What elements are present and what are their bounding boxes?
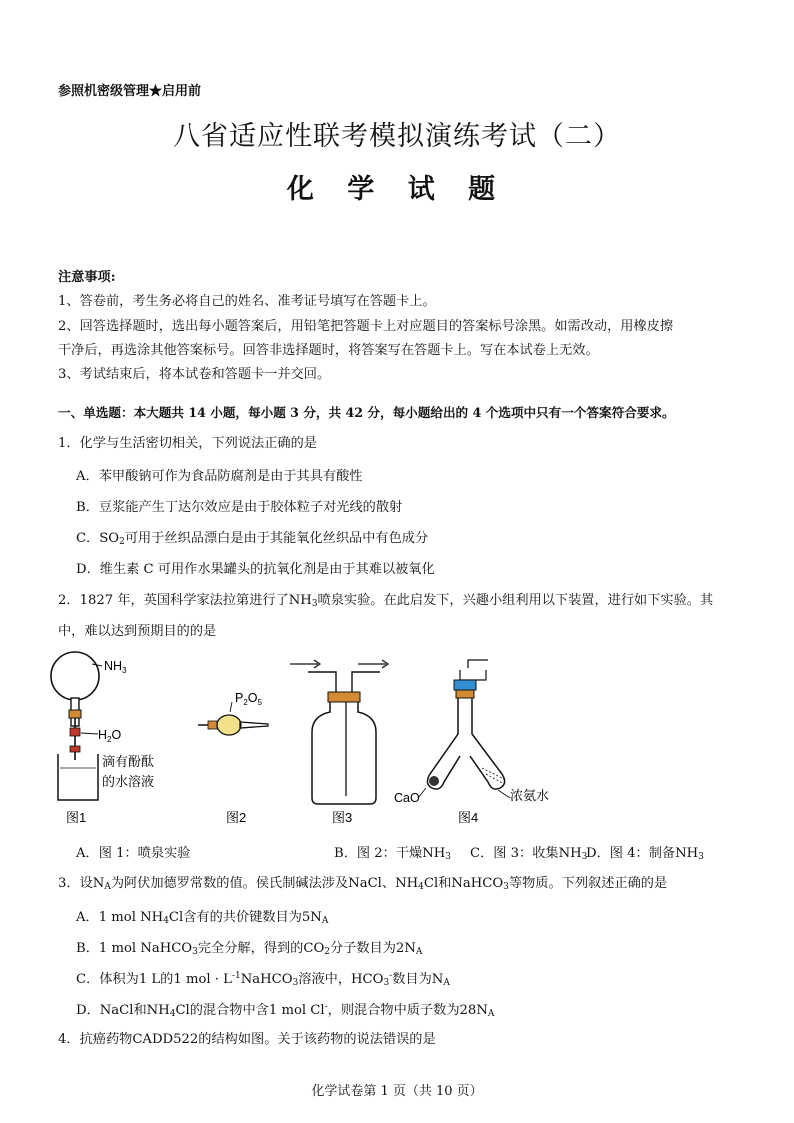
figure4-y-tube-apparatus: [418, 660, 510, 798]
q2-stem-line2: 中，难以达到预期目的的是: [58, 624, 217, 639]
fig4-cao-label: CaO: [394, 791, 420, 805]
fig1-solution-line1: 滴有酚酞: [102, 754, 155, 769]
q2-option-c: C．图 3：收集$NH_3$: [470, 846, 588, 862]
fig4-ammonia-label: 浓氨水: [510, 788, 550, 803]
fig-caption-3: 图3: [332, 810, 353, 825]
notes-item-3: 3、考试结束后，将本试卷和答题卡一并交回。: [58, 367, 331, 382]
confidentiality-label: 参照机密级管理★启用前: [58, 84, 202, 99]
fig2-p2o5-label: $P_2O_5$: [235, 691, 262, 707]
page-footer: 化学试卷第 1 页（共 10 页）: [311, 1084, 483, 1099]
exam-title: 八省适应性联考模拟演练考试（二）: [173, 121, 621, 152]
q1-option-d: D．维生素 C 可用作水果罐头的抗氧化剂是由于其难以被氧化: [76, 562, 435, 577]
fig1-h2o-label: $H_2O$: [98, 728, 122, 744]
q2-option-b: B．图 2：干燥$NH_3$: [334, 846, 451, 862]
figure1-fountain-apparatus: [51, 652, 102, 800]
section-heading: 一、单选题：本大题共 14 小题，每小题 3 分，共 42 分，每小题给出的 4 个选项中只有一个答案符合要求。: [58, 405, 675, 420]
q3-stem: 3．设$N_A$为阿伏加德罗常数的值。侯氏制碱法涉及NaCl、$NH_4Cl$和NaHCO$_3$等物质。下列叙述正确的是: [58, 876, 668, 892]
q4-stem: 4．抗癌药物CADD522的结构如图。关于该药物的说法错误的是: [58, 1032, 436, 1047]
fig1-solution-line2: 的水溶液: [102, 774, 155, 789]
q1-option-b: B．豆浆能产生丁达尔效应是由于胶体粒子对光线的散射: [76, 500, 403, 515]
q3-option-a: A．1 mol $NH_4Cl$含有的共价键数目为$5N_A$: [76, 910, 329, 926]
fig1-nh3-label: $NH_3$: [104, 659, 127, 675]
q2-option-d: D．图 4：制备$NH_3$: [586, 846, 704, 862]
fig-caption-1: 图1: [66, 810, 87, 825]
q1-stem: 1．化学与生活密切相关，下列说法正确的是: [58, 436, 317, 451]
figure3-gas-collection-bottle: [290, 660, 388, 804]
q1-option-a: A．苯甲酸钠可作为食品防腐剂是由于其具有酸性: [76, 469, 363, 484]
notes-item-2-cont: 干净后，再选涂其他答案标号。回答非选择题时，将答案写在答题卡上。写在本试卷上无效。: [58, 343, 599, 358]
subject-title: 化 学 试 题: [286, 174, 508, 205]
q2-stem: 2．1827 年，英国科学家法拉第进行了$NH_3$喷泉实验。在此启发下，兴趣小组利用以下装置，进行如下实验。其: [58, 593, 714, 609]
q3-option-c: C．体积为1 L的1 mol · $L^{-1}NaHCO_3$溶液中，$HCO_3^-$数目为$N_A$: [76, 971, 450, 988]
fig-caption-2: 图2: [226, 810, 247, 825]
q3-option-d: D．NaCl和$NH_4Cl$的混合物中含1 mol Cl-，则混合物中质子数为$28N_A$: [76, 1002, 495, 1019]
fig-caption-4: 图4: [458, 810, 479, 825]
q2-apparatus-figure: [40, 650, 580, 840]
notes-title: 注意事项:: [58, 270, 116, 285]
q3-option-b: B．1 mol NaHCO$_3$完全分解，得到的$CO_2$分子数目为$2N_A$: [76, 941, 423, 957]
q2-option-a: A．图 1：喷泉实验: [76, 846, 191, 861]
notes-item-1: 1、答卷前，考生务必将自己的姓名、准考证号填写在答题卡上。: [58, 294, 436, 309]
notes-item-2: 2、回答选择题时，选出每小题答案后，用铅笔把答题卡上对应题目的答案标号涂黑。如需改动，用橡皮擦: [58, 319, 674, 334]
q1-option-c: C．$SO_2$可用于丝织品漂白是由于其能氧化丝织品中有色成分: [76, 531, 429, 547]
